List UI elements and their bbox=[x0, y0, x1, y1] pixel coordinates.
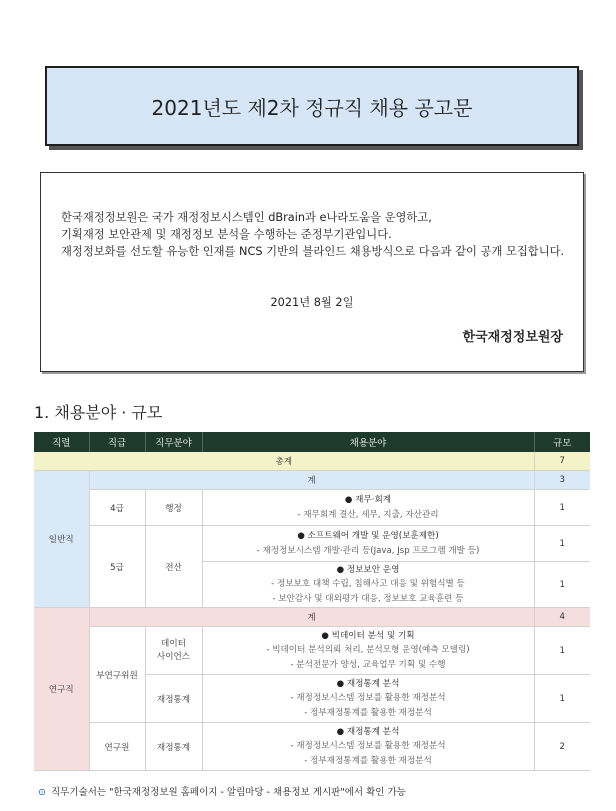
table-row bbox=[34, 526, 590, 562]
count-cell: 1 bbox=[534, 490, 590, 526]
field-sub: - 재정정보시스템 정보를 활용한 재정분석 bbox=[290, 741, 446, 752]
intro-date: 2021년 8월 2일 bbox=[270, 296, 354, 309]
footnote-text: 직무기술서는 "한국재정정보원 홈페이지 - 알림마당 - 채용정보 게시판"에서 확인 가능 bbox=[51, 787, 406, 798]
intro-box bbox=[40, 172, 584, 372]
grade-cell: 5급 bbox=[89, 526, 145, 608]
field-sub: - 재정정보시스템 정보를 활용한 재정분석 bbox=[290, 693, 446, 704]
field-main: ● 재정통계 분석 bbox=[336, 726, 400, 737]
count-cell: 1 bbox=[534, 562, 590, 608]
section-heading: 1. 채용분야 · 규모 bbox=[34, 403, 163, 422]
count-cell: 1 bbox=[534, 627, 590, 675]
field-main: ● 재무·회계 bbox=[344, 495, 392, 505]
duty-cell: 데이터 사이언스 bbox=[145, 627, 202, 675]
grade-cell: 부연구위원 bbox=[89, 627, 145, 723]
header-grade: 직급 bbox=[89, 432, 145, 452]
notice-title: 2021년도 제2차 정규직 채용 공고문 bbox=[151, 95, 473, 120]
field-sub: - 빅데이터 분석의뢰 처리, 분석모형 운영(예측 모델링) bbox=[266, 645, 470, 656]
subtotal-label: 계 bbox=[89, 608, 534, 627]
count-cell: 1 bbox=[534, 675, 590, 723]
field-cell bbox=[202, 490, 534, 526]
field-main: ● 빅데이터 분석 및 기획 bbox=[321, 630, 415, 641]
footnote bbox=[38, 784, 406, 798]
field-sub: - 정부재정통계를 활용한 재정분석 bbox=[304, 755, 432, 766]
subtotal-count: 4 bbox=[534, 608, 590, 627]
grade-cell: 연구원 bbox=[89, 723, 145, 771]
table-row-subtotal bbox=[34, 471, 590, 490]
grade-cell: 4급 bbox=[89, 490, 145, 526]
intro-signature: 한국재정정보원장 bbox=[462, 330, 563, 345]
circle-check-icon: ⊙ bbox=[38, 787, 46, 798]
recruitment-table bbox=[34, 432, 590, 771]
duty-cell: 전산 bbox=[145, 526, 202, 608]
table-row-total bbox=[34, 452, 590, 471]
field-main: ● 재정통계 분석 bbox=[336, 678, 400, 689]
total-count: 7 bbox=[534, 452, 590, 471]
subtotal-label: 계 bbox=[89, 471, 534, 490]
field-cell bbox=[202, 723, 534, 771]
field-main: ● 정보보안 운영 bbox=[336, 564, 400, 575]
field-sub: - 정부재정통계를 활용한 재정분석 bbox=[304, 707, 432, 718]
intro-text bbox=[61, 209, 567, 260]
count-cell: 1 bbox=[534, 526, 590, 562]
intro-line: 한국재정정보원은 국가 재정정보시스템인 dBrain과 e나라도움을 운영하고, bbox=[61, 211, 432, 224]
header-count: 규모 bbox=[534, 432, 590, 452]
table-row bbox=[34, 627, 590, 675]
notice-title-box bbox=[45, 66, 579, 146]
table-row-subtotal bbox=[34, 608, 590, 627]
duty-cell: 행정 bbox=[145, 490, 202, 526]
field-cell bbox=[202, 675, 534, 723]
intro-line: 재정정보화를 선도할 유능한 인재를 NCS 기반의 블라인드 채용방식으로 다음과 같이 공개 모집합니다. bbox=[61, 245, 565, 258]
field-sub: - 정보보호 대책 수립, 침해사고 대응 및 위험식별 등 bbox=[271, 579, 465, 590]
header-field: 채용분야 bbox=[202, 432, 534, 452]
total-label: 총계 bbox=[34, 452, 534, 471]
field-main: ● 소프트웨어 개발 및 운영(보훈제한) bbox=[297, 531, 439, 541]
field-sub: - 보안감사 및 대외평가 대응, 정보보호 교육훈련 등 bbox=[272, 593, 464, 604]
intro-line: 기획재정 보안관제 및 재정정보 분석을 수행하는 준정부기관입니다. bbox=[61, 228, 392, 241]
field-sub: - 분석전문가 양성, 교육업무 기획 및 수행 bbox=[290, 659, 446, 670]
field-cell bbox=[202, 562, 534, 608]
field-sub: - 재정정보시스템 개발·관리 등(Java, Jsp 프로그램 개발 등) bbox=[256, 545, 480, 556]
duty-cell: 재정통계 bbox=[145, 723, 202, 771]
group-general: 일반직 bbox=[34, 471, 89, 608]
table-row bbox=[34, 723, 590, 771]
header-series: 직렬 bbox=[34, 432, 89, 452]
header-duty: 직무분야 bbox=[145, 432, 202, 452]
group-research: 연구직 bbox=[34, 608, 89, 771]
field-cell bbox=[202, 526, 534, 562]
table-row bbox=[34, 490, 590, 526]
field-sub: - 재무회계 결산, 세무, 지출, 자산관리 bbox=[297, 509, 439, 520]
field-cell bbox=[202, 627, 534, 675]
subtotal-count: 3 bbox=[534, 471, 590, 490]
table-header-row bbox=[34, 432, 590, 452]
count-cell: 2 bbox=[534, 723, 590, 771]
duty-cell: 재정통계 bbox=[145, 675, 202, 723]
